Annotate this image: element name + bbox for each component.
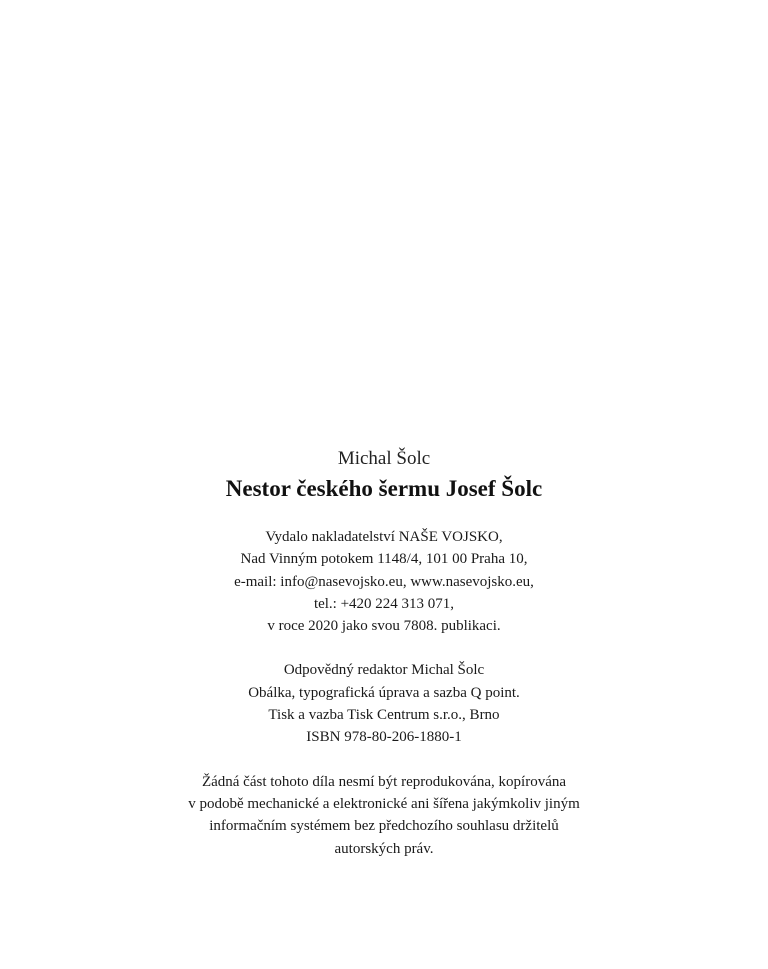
book-title: Nestor českého šermu Josef Šolc [225, 476, 543, 501]
print-credit: Tisk a vazba Tisk Centrum s.r.o., Brno [268, 707, 500, 724]
credits-info [0, 659, 768, 748]
editor-credit: Odpovědný redaktor Michal Šolc [283, 662, 485, 679]
imprint-page [0, 446, 768, 860]
copyright-line: v podobě mechanické a elektronické ani šířena jakýmkoliv jiným [188, 795, 580, 812]
copyright-notice [0, 771, 768, 860]
publisher-contact-email: e-mail: info@nasevojsko.eu, www.nasevojsko.eu, [234, 573, 534, 590]
design-credit: Obálka, typografická úprava a sazba Q point. [248, 684, 520, 701]
copyright-line: Žádná část tohoto díla nesmí být reprodukována, kopírována [201, 773, 567, 790]
copyright-line: informačním systémem bez předchozího souhlasu držitelů [209, 818, 559, 835]
publisher-line: Vydalo nakladatelství NAŠE VOJSKO, [265, 529, 503, 545]
author-name: Michal Šolc [337, 448, 431, 469]
copyright-line: autorských práv. [334, 840, 434, 857]
publisher-phone: tel.: +420 224 313 071, [313, 595, 455, 612]
isbn: ISBN 978-80-206-1880-1 [306, 729, 462, 746]
publisher-address: Nad Vinným potokem 1148/4, 101 00 Praha 10, [240, 551, 528, 568]
publication-year-number: v roce 2020 jako svou 7808. publikaci. [267, 618, 501, 635]
publisher-info [0, 526, 768, 637]
